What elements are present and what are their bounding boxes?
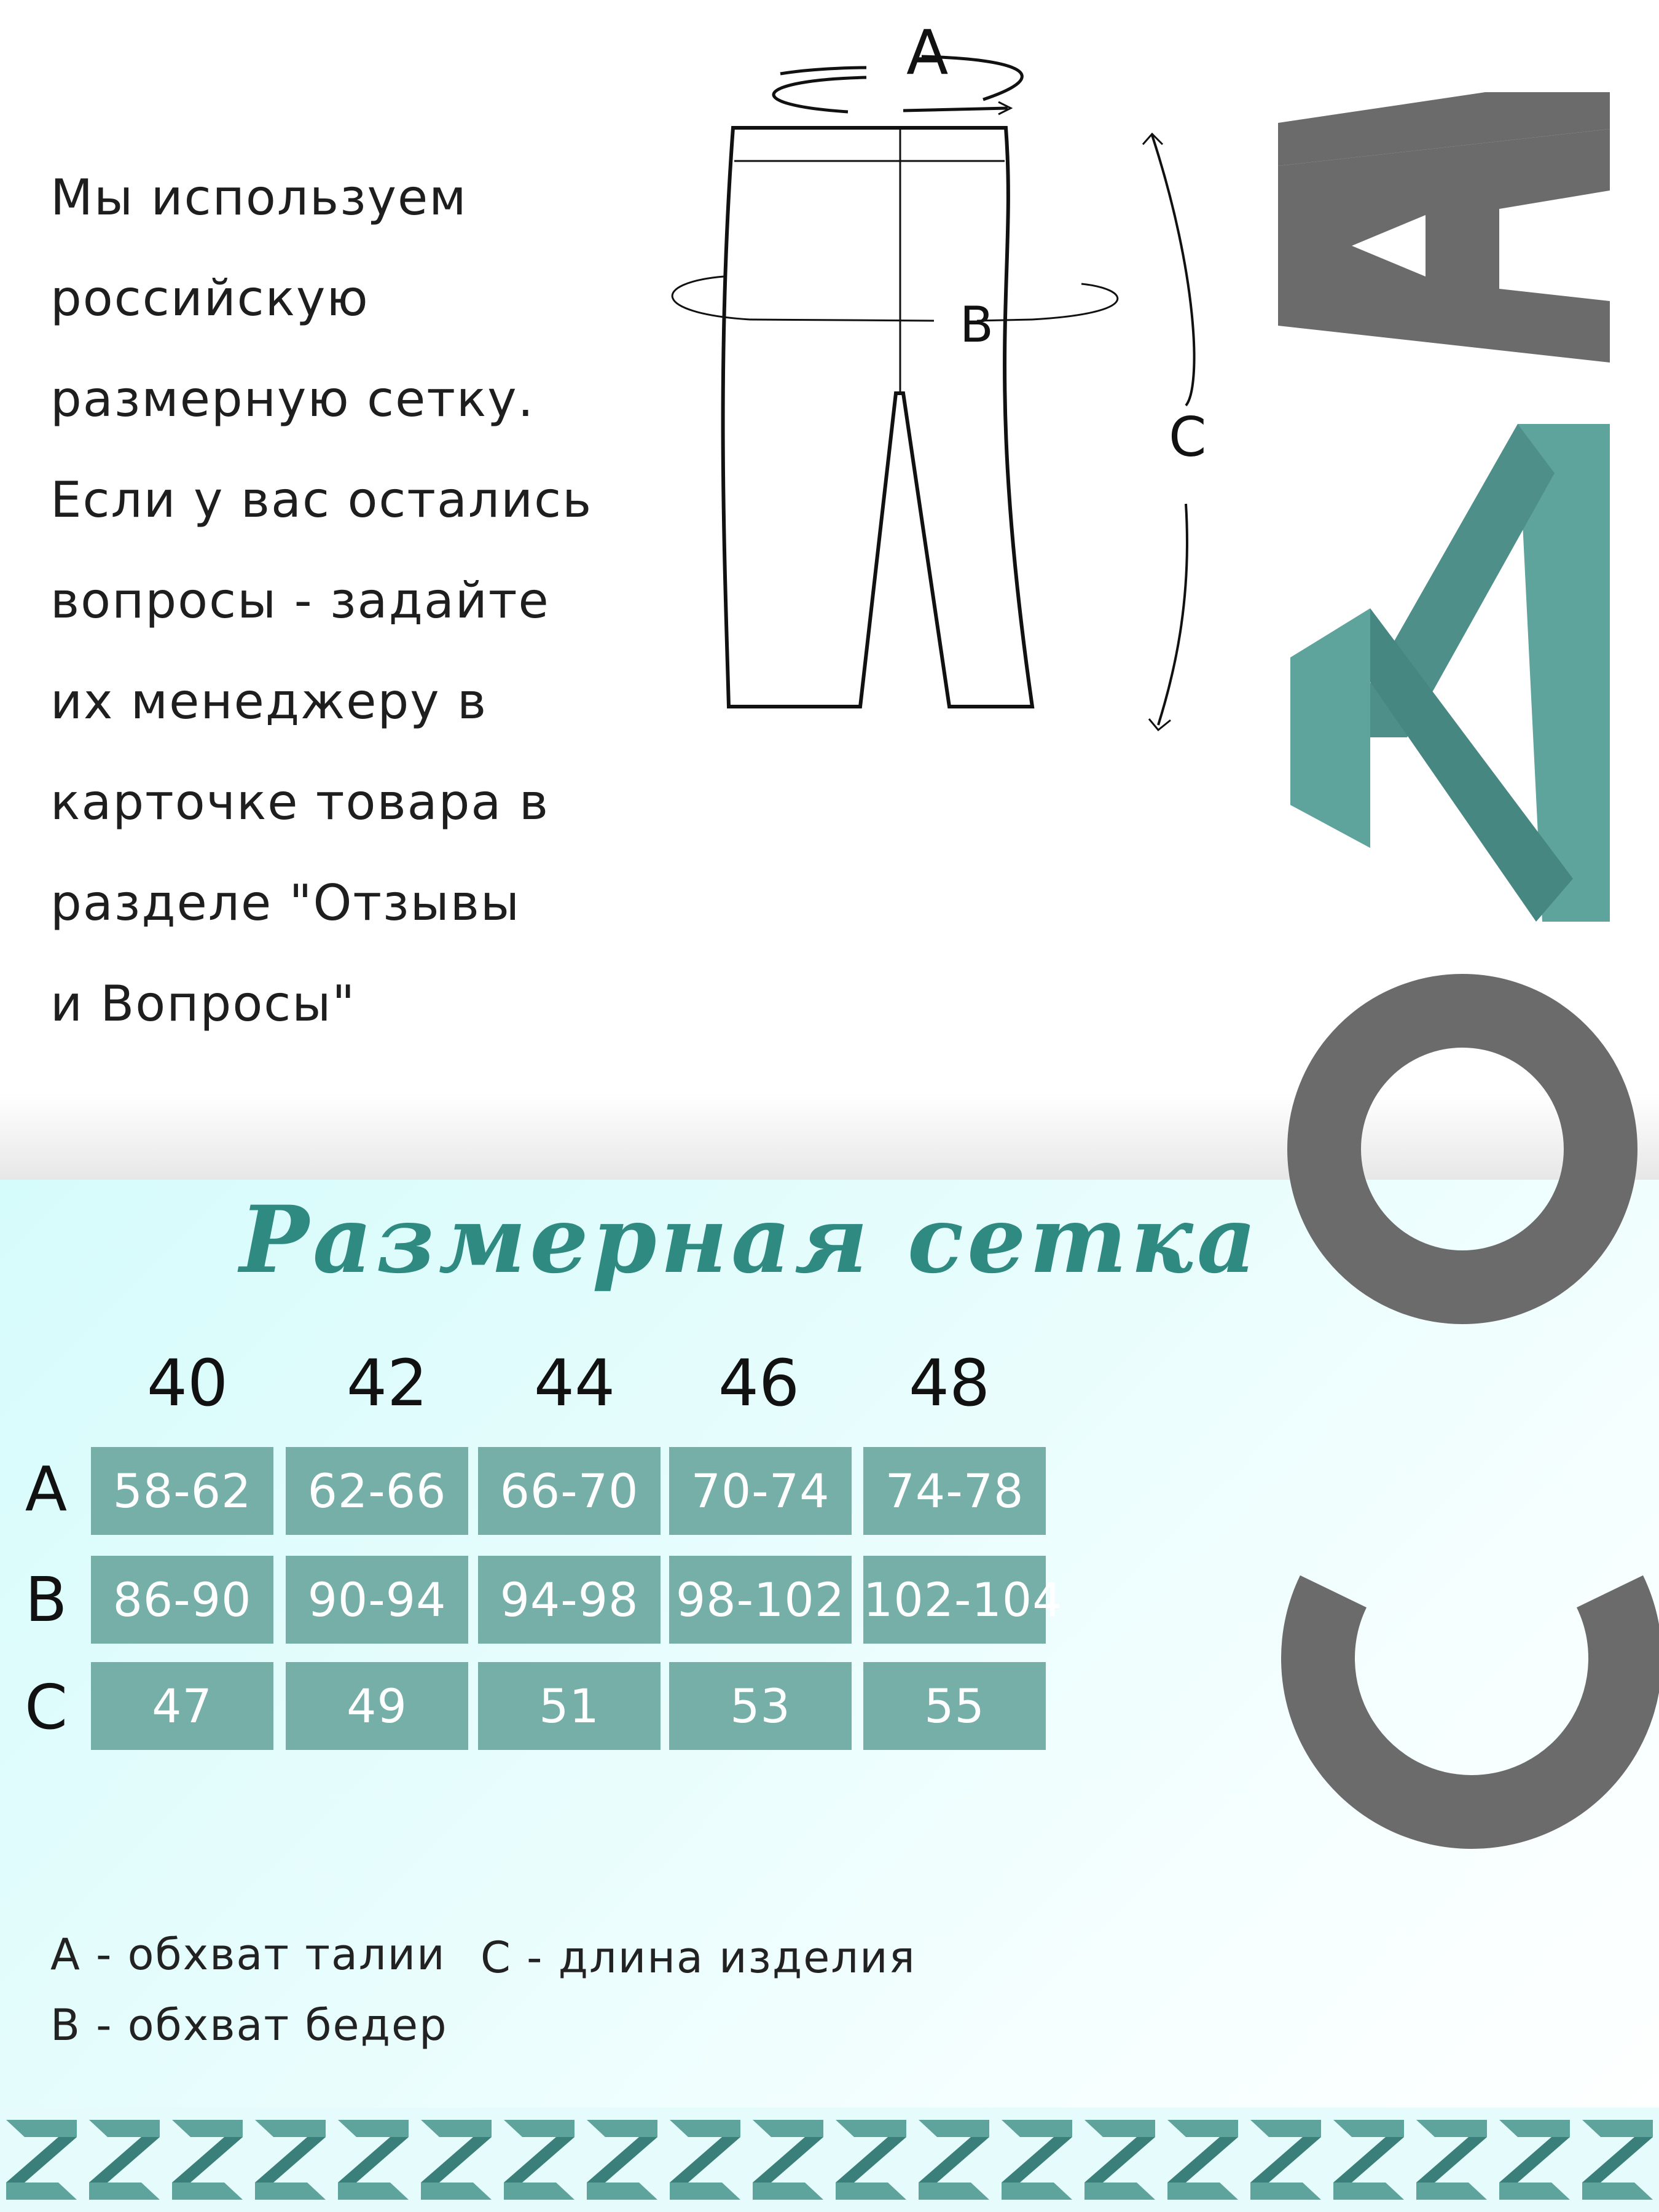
shorts-measurement-diagram <box>664 18 1217 756</box>
intro-line: Мы используем <box>50 169 468 226</box>
size-header: 46 <box>718 1346 800 1421</box>
intro-line: карточке товара в <box>50 774 550 831</box>
row-label-b: B <box>25 1564 68 1636</box>
size-cell: 47 <box>91 1662 273 1750</box>
size-cell: 55 <box>863 1662 1046 1750</box>
size-cell: 70-74 <box>669 1447 852 1535</box>
size-cell: 98-102 <box>669 1556 852 1644</box>
row-label-c: C <box>25 1671 68 1743</box>
legend-b: B - обхват бедер <box>50 2000 448 2050</box>
legend-c: C - длина изделия <box>480 1932 916 1983</box>
size-chart-title: Размерная сетка <box>240 1186 1260 1294</box>
size-cell: 86-90 <box>91 1556 273 1644</box>
size-cell: 53 <box>669 1662 852 1750</box>
diagram-label-a: A <box>906 18 949 88</box>
intro-line: и Вопросы" <box>50 975 356 1032</box>
intro-line: разделе "Отзывы <box>50 874 521 931</box>
size-cell: 66-70 <box>478 1447 661 1535</box>
size-cell: 94-98 <box>478 1556 661 1644</box>
intro-line: вопросы - задайте <box>50 572 550 629</box>
size-header: 40 <box>146 1346 229 1421</box>
coza-logo <box>1266 92 1659 2095</box>
size-cell: 90-94 <box>286 1556 468 1644</box>
size-header: 48 <box>908 1346 990 1421</box>
size-header: 44 <box>533 1346 616 1421</box>
intro-line: Если у вас остались <box>50 471 593 528</box>
diagram-label-b: B <box>960 296 994 353</box>
intro-line: размерную сетку. <box>50 371 535 428</box>
size-cell: 51 <box>478 1662 661 1750</box>
size-cell: 102-104 <box>863 1556 1046 1644</box>
size-cell: 58-62 <box>91 1447 273 1535</box>
size-header: 42 <box>346 1346 428 1421</box>
size-cell: 62-66 <box>286 1447 468 1535</box>
size-cell: 49 <box>286 1662 468 1750</box>
decorative-zigzag-border <box>0 2108 1659 2212</box>
size-cell: 74-78 <box>863 1447 1046 1535</box>
intro-line: российскую <box>50 270 369 327</box>
intro-text <box>50 147 628 1054</box>
legend-a: A - обхват талии <box>50 1929 446 1980</box>
row-label-a: A <box>25 1453 68 1525</box>
diagram-label-c: C <box>1169 406 1207 469</box>
intro-line: их менеджеру в <box>50 673 488 730</box>
